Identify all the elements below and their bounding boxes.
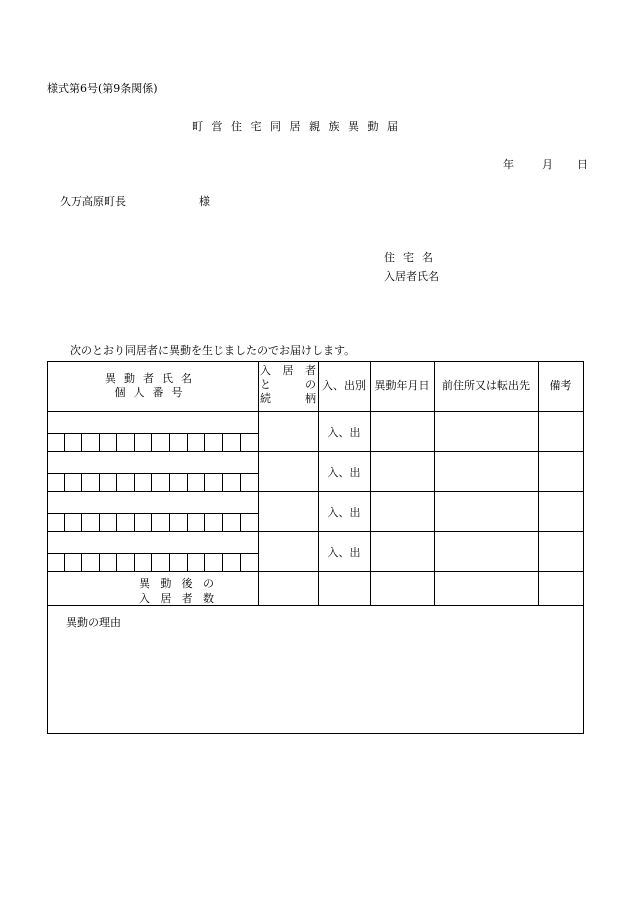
form-number: 様式第6号(第9条関係) <box>47 82 158 95</box>
grid-line <box>81 473 82 492</box>
grid-line <box>47 553 259 554</box>
grid-line <box>151 473 152 492</box>
grid-line <box>187 513 188 532</box>
addressee: 久万高原町長 <box>60 195 126 208</box>
grid-line <box>187 433 188 452</box>
grid-line <box>151 553 152 572</box>
grid-line <box>47 361 48 734</box>
grid-line <box>187 553 188 572</box>
grid-line <box>169 433 170 452</box>
grid-line <box>47 451 584 452</box>
grid-line <box>151 513 152 532</box>
grid-line <box>169 553 170 572</box>
grid-line <box>81 513 82 532</box>
grid-line <box>47 491 584 492</box>
grid-line <box>47 433 259 434</box>
grid-line <box>64 473 65 492</box>
header-date: 異動年月日 <box>374 379 430 392</box>
row-in-out: 入、出 <box>327 506 361 519</box>
grid-line <box>583 361 584 734</box>
grid-line <box>99 513 100 532</box>
grid-line <box>187 473 188 492</box>
row-in-out: 入、出 <box>327 426 361 439</box>
grid-line <box>240 553 241 572</box>
grid-line <box>116 513 117 532</box>
grid-line <box>81 433 82 452</box>
grid-line <box>64 433 65 452</box>
grid-line <box>434 361 435 606</box>
resident-count-label: 異 動 後 の 入 居 者 数 <box>139 577 214 605</box>
grid-line <box>222 513 223 532</box>
grid-line <box>99 553 100 572</box>
grid-line <box>204 513 205 532</box>
grid-line <box>47 513 259 514</box>
grid-line <box>204 433 205 452</box>
tenant-name-label: 入居者氏名 <box>384 270 439 283</box>
grid-line <box>169 513 170 532</box>
header-in-out: 入、出別 <box>322 379 366 392</box>
date-year-label: 年 <box>503 158 514 171</box>
header-note: 備考 <box>549 379 572 392</box>
grid-line <box>134 553 135 572</box>
grid-line <box>169 473 170 492</box>
grid-line <box>204 473 205 492</box>
grid-line <box>116 433 117 452</box>
grid-line <box>134 513 135 532</box>
grid-line <box>116 553 117 572</box>
date-month-label: 月 <box>542 158 553 171</box>
document-title: 町営住宅同居親族異動届 <box>192 120 407 133</box>
row-in-out: 入、出 <box>327 466 361 479</box>
grid-line <box>64 513 65 532</box>
grid-line <box>151 433 152 452</box>
grid-line <box>116 473 117 492</box>
grid-line <box>47 361 584 362</box>
intro-text: 次のとおり同居者に異動を生じましたのでお届けします。 <box>70 344 356 357</box>
grid-line <box>47 733 584 734</box>
grid-line <box>47 531 584 532</box>
grid-line <box>99 473 100 492</box>
grid-line <box>99 433 100 452</box>
grid-line <box>240 433 241 452</box>
grid-line <box>222 433 223 452</box>
grid-line <box>204 553 205 572</box>
grid-line <box>370 361 371 606</box>
house-name-label: 住宅名 <box>384 251 441 264</box>
grid-line <box>134 433 135 452</box>
grid-line <box>47 605 584 606</box>
grid-line <box>81 553 82 572</box>
grid-line <box>538 361 539 606</box>
honorific: 様 <box>199 195 210 208</box>
grid-line <box>258 361 259 606</box>
row-in-out: 入、出 <box>327 546 361 559</box>
date-day-label: 日 <box>577 158 588 171</box>
header-prev-address: 前住所又は転出先 <box>442 379 530 392</box>
header-name: 異動者氏名 個人番号 <box>105 372 200 399</box>
grid-line <box>47 473 259 474</box>
grid-line <box>222 553 223 572</box>
grid-line <box>240 473 241 492</box>
grid-line <box>134 473 135 492</box>
reason-label: 異動の理由 <box>66 616 121 629</box>
header-relation: 入 居 者 と の 続 柄 <box>260 364 316 405</box>
grid-line <box>47 571 584 572</box>
grid-line <box>47 411 584 412</box>
grid-line <box>318 361 319 606</box>
grid-line <box>64 553 65 572</box>
grid-line <box>222 473 223 492</box>
date-line <box>503 156 588 172</box>
grid-line <box>240 513 241 532</box>
